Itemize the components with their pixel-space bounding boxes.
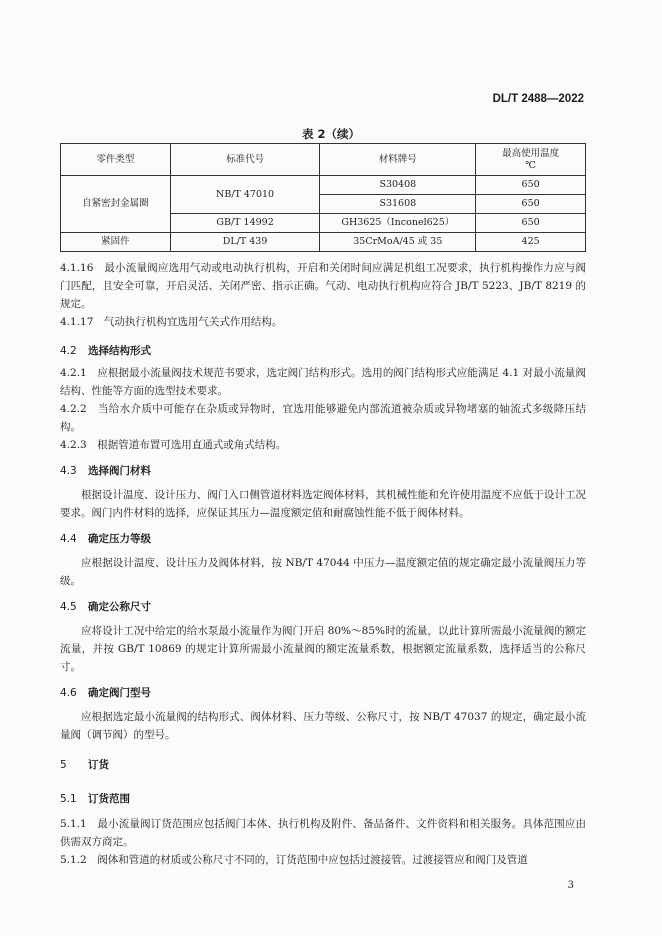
heading-4-4 bbox=[60, 530, 151, 548]
temp-cell: 650 bbox=[476, 214, 586, 233]
temp-cell: 650 bbox=[476, 195, 586, 214]
heading-5 bbox=[60, 756, 109, 774]
page-number: 3 bbox=[567, 880, 574, 891]
max-temp-label: 最高使用温度 bbox=[502, 147, 560, 159]
clause-5-1-2: 5.1.2 阀体和管道的材质或公称尺寸不同的，订货范围中应包括过渡接管。过渡接管应和阀门及管道 bbox=[60, 854, 528, 866]
heading-title: 订货范围 bbox=[88, 793, 130, 805]
clause-4-1-16: 4.1.16 最小流量阀应选用气动或电动执行机构，开启和关闭时间应满足机组工况要求，执行机构操作力应与阀门匹配，且安全可靠，开启灵活、关闭严密、指示正确。气动、电动执行机构应符合 JB/T 5223、JB/T 8219 的规定。 bbox=[60, 262, 586, 310]
clause-4-2-3: 4.2.3 根据管道布置可选用直通式或角式结构。 bbox=[60, 439, 287, 451]
clause-4-5: 应将设计工况中给定的给水泵最小流量作为阀门开启 80%～85%时的流量，以此计算所需最小流量阀的额定流量，并按 GB/T 10869 的规定计算所需最小流量阀的额定流量系数，根据额定流量系数，选择适当的公称尺寸。 bbox=[60, 625, 586, 673]
table-row bbox=[61, 233, 586, 252]
heading-number: 4.5 bbox=[60, 601, 77, 613]
heading-number: 4.6 bbox=[60, 687, 77, 699]
max-temp-unit: ℃ bbox=[525, 159, 536, 171]
heading-title: 确定阀门型号 bbox=[88, 687, 151, 699]
material-table bbox=[60, 143, 586, 252]
temp-cell: 650 bbox=[476, 176, 586, 195]
heading-number: 5.1 bbox=[60, 793, 77, 805]
table-header-row bbox=[61, 144, 586, 176]
clause-4-3: 根据设计温度、设计压力、阀门入口侧管道材料选定阀体材料，其机械性能和允许使用温度不应低于设计工况要求。阀门内件材料的选择，应保证其压力—温度额定值和耐腐蚀性能不低于阀体材料。 bbox=[60, 489, 586, 519]
heading-4-5 bbox=[60, 598, 151, 616]
temp-cell: 425 bbox=[476, 233, 586, 252]
heading-number: 4.4 bbox=[60, 533, 77, 545]
standard-cell: NB/T 47010 bbox=[170, 176, 320, 214]
col-header-max-temp bbox=[476, 144, 586, 176]
heading-4-3 bbox=[60, 462, 151, 480]
clause-4-2-2: 4.2.2 当给水介质中可能存在杂质或异物时，宜选用能够避免内部流道被杂质或异物堵塞的轴流式多级降压结构。 bbox=[60, 403, 586, 433]
col-header-part-type: 零件类型 bbox=[61, 144, 171, 176]
clause-4-2-1: 4.2.1 应根据最小流量阀技术规范书要求，选定阀门结构形式。选用的阀门结构形式应能满足 4.1 对最小流量阀结构、性能等方面的选型技术要求。 bbox=[60, 367, 586, 397]
heading-number: 4.3 bbox=[60, 465, 77, 477]
heading-title: 确定公称尺寸 bbox=[88, 601, 151, 613]
standard-cell: DL/T 439 bbox=[170, 233, 320, 252]
table-row bbox=[61, 176, 586, 195]
material-cell: 35CrMoA/45 或 35 bbox=[320, 233, 476, 252]
document-code: DL/T 2488—2022 bbox=[492, 93, 584, 105]
heading-title: 确定压力等级 bbox=[88, 533, 151, 545]
part-type-cell: 自紧密封金属圈 bbox=[61, 176, 171, 233]
heading-number: 4.2 bbox=[60, 345, 77, 357]
material-cell: S30408 bbox=[320, 176, 476, 195]
material-cell: S31608 bbox=[320, 195, 476, 214]
heading-number: 5 bbox=[60, 759, 67, 771]
material-cell: GH3625（Inconel625） bbox=[320, 214, 476, 233]
standard-cell: GB/T 14992 bbox=[170, 214, 320, 233]
heading-title: 选择结构形式 bbox=[88, 345, 151, 357]
heading-5-1 bbox=[60, 790, 130, 808]
clause-4-1-17: 4.1.17 气动执行机构宜选用气关式作用结构。 bbox=[60, 316, 283, 328]
table-caption: 表 2（续） bbox=[301, 127, 360, 141]
heading-title: 订货 bbox=[88, 759, 109, 771]
heading-title: 选择阀门材料 bbox=[88, 465, 151, 477]
col-header-standard: 标准代号 bbox=[170, 144, 320, 176]
clause-4-4: 应根据设计温度、设计压力及阀体材料，按 NB/T 47044 中压力—温度额定值的规定确定最小流量阀压力等级。 bbox=[60, 557, 586, 587]
clause-4-6: 应根据选定最小流量阀的结构形式、阀体材料、压力等级、公称尺寸，按 NB/T 47037 的规定，确定最小流量阀（调节阀）的型号。 bbox=[60, 711, 586, 741]
col-header-material: 材料牌号 bbox=[320, 144, 476, 176]
heading-4-2 bbox=[60, 342, 151, 360]
heading-4-6 bbox=[60, 684, 151, 702]
clause-5-1-1: 5.1.1 最小流量阀订货范围应包括阀门本体、执行机构及附件、备品备件、文件资料和相关服务。具体范围应由供需双方商定。 bbox=[60, 818, 586, 848]
part-type-cell: 紧固件 bbox=[61, 233, 171, 252]
